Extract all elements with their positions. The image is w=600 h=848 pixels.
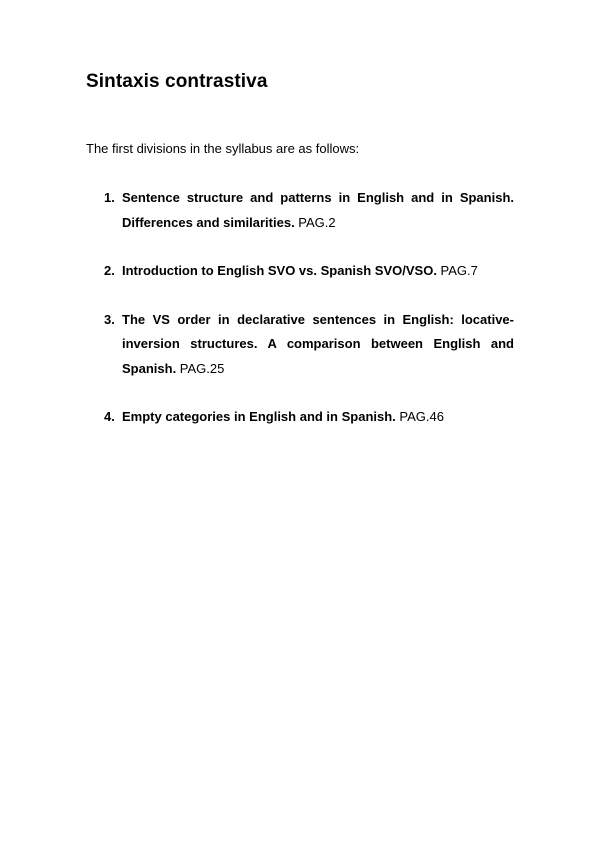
item-text: Introduction to English SVO vs. Spanish SVO/VSO. <box>122 263 441 278</box>
item-text: Sentence structure and patterns in English and in Spanish. Differences and similarities. <box>122 190 514 230</box>
item-page-ref: PAG.2 <box>298 214 336 230</box>
item-number: 4. <box>104 409 115 424</box>
list-item <box>86 186 514 235</box>
item-number: 1. <box>104 190 115 205</box>
list-item <box>86 259 514 284</box>
item-page-ref: PAG.46 <box>399 409 444 424</box>
item-page-ref: PAG.25 <box>179 360 225 376</box>
item-text: Empty categories in English and in Spanish. <box>122 409 400 424</box>
page-title: Sintaxis contrastiva <box>86 71 268 92</box>
syllabus-list <box>86 186 514 454</box>
list-item <box>86 308 514 382</box>
item-text: The VS order in declarative sentences in English: locative-inversion structures. A comparison between English and Spanish. <box>122 311 514 376</box>
intro-text: The first divisions in the syllabus are as follows: <box>86 141 360 156</box>
list-item <box>86 405 514 430</box>
item-number: 2. <box>104 263 115 278</box>
item-number: 3. <box>104 311 115 327</box>
item-page-ref: PAG.7 <box>440 263 478 278</box>
